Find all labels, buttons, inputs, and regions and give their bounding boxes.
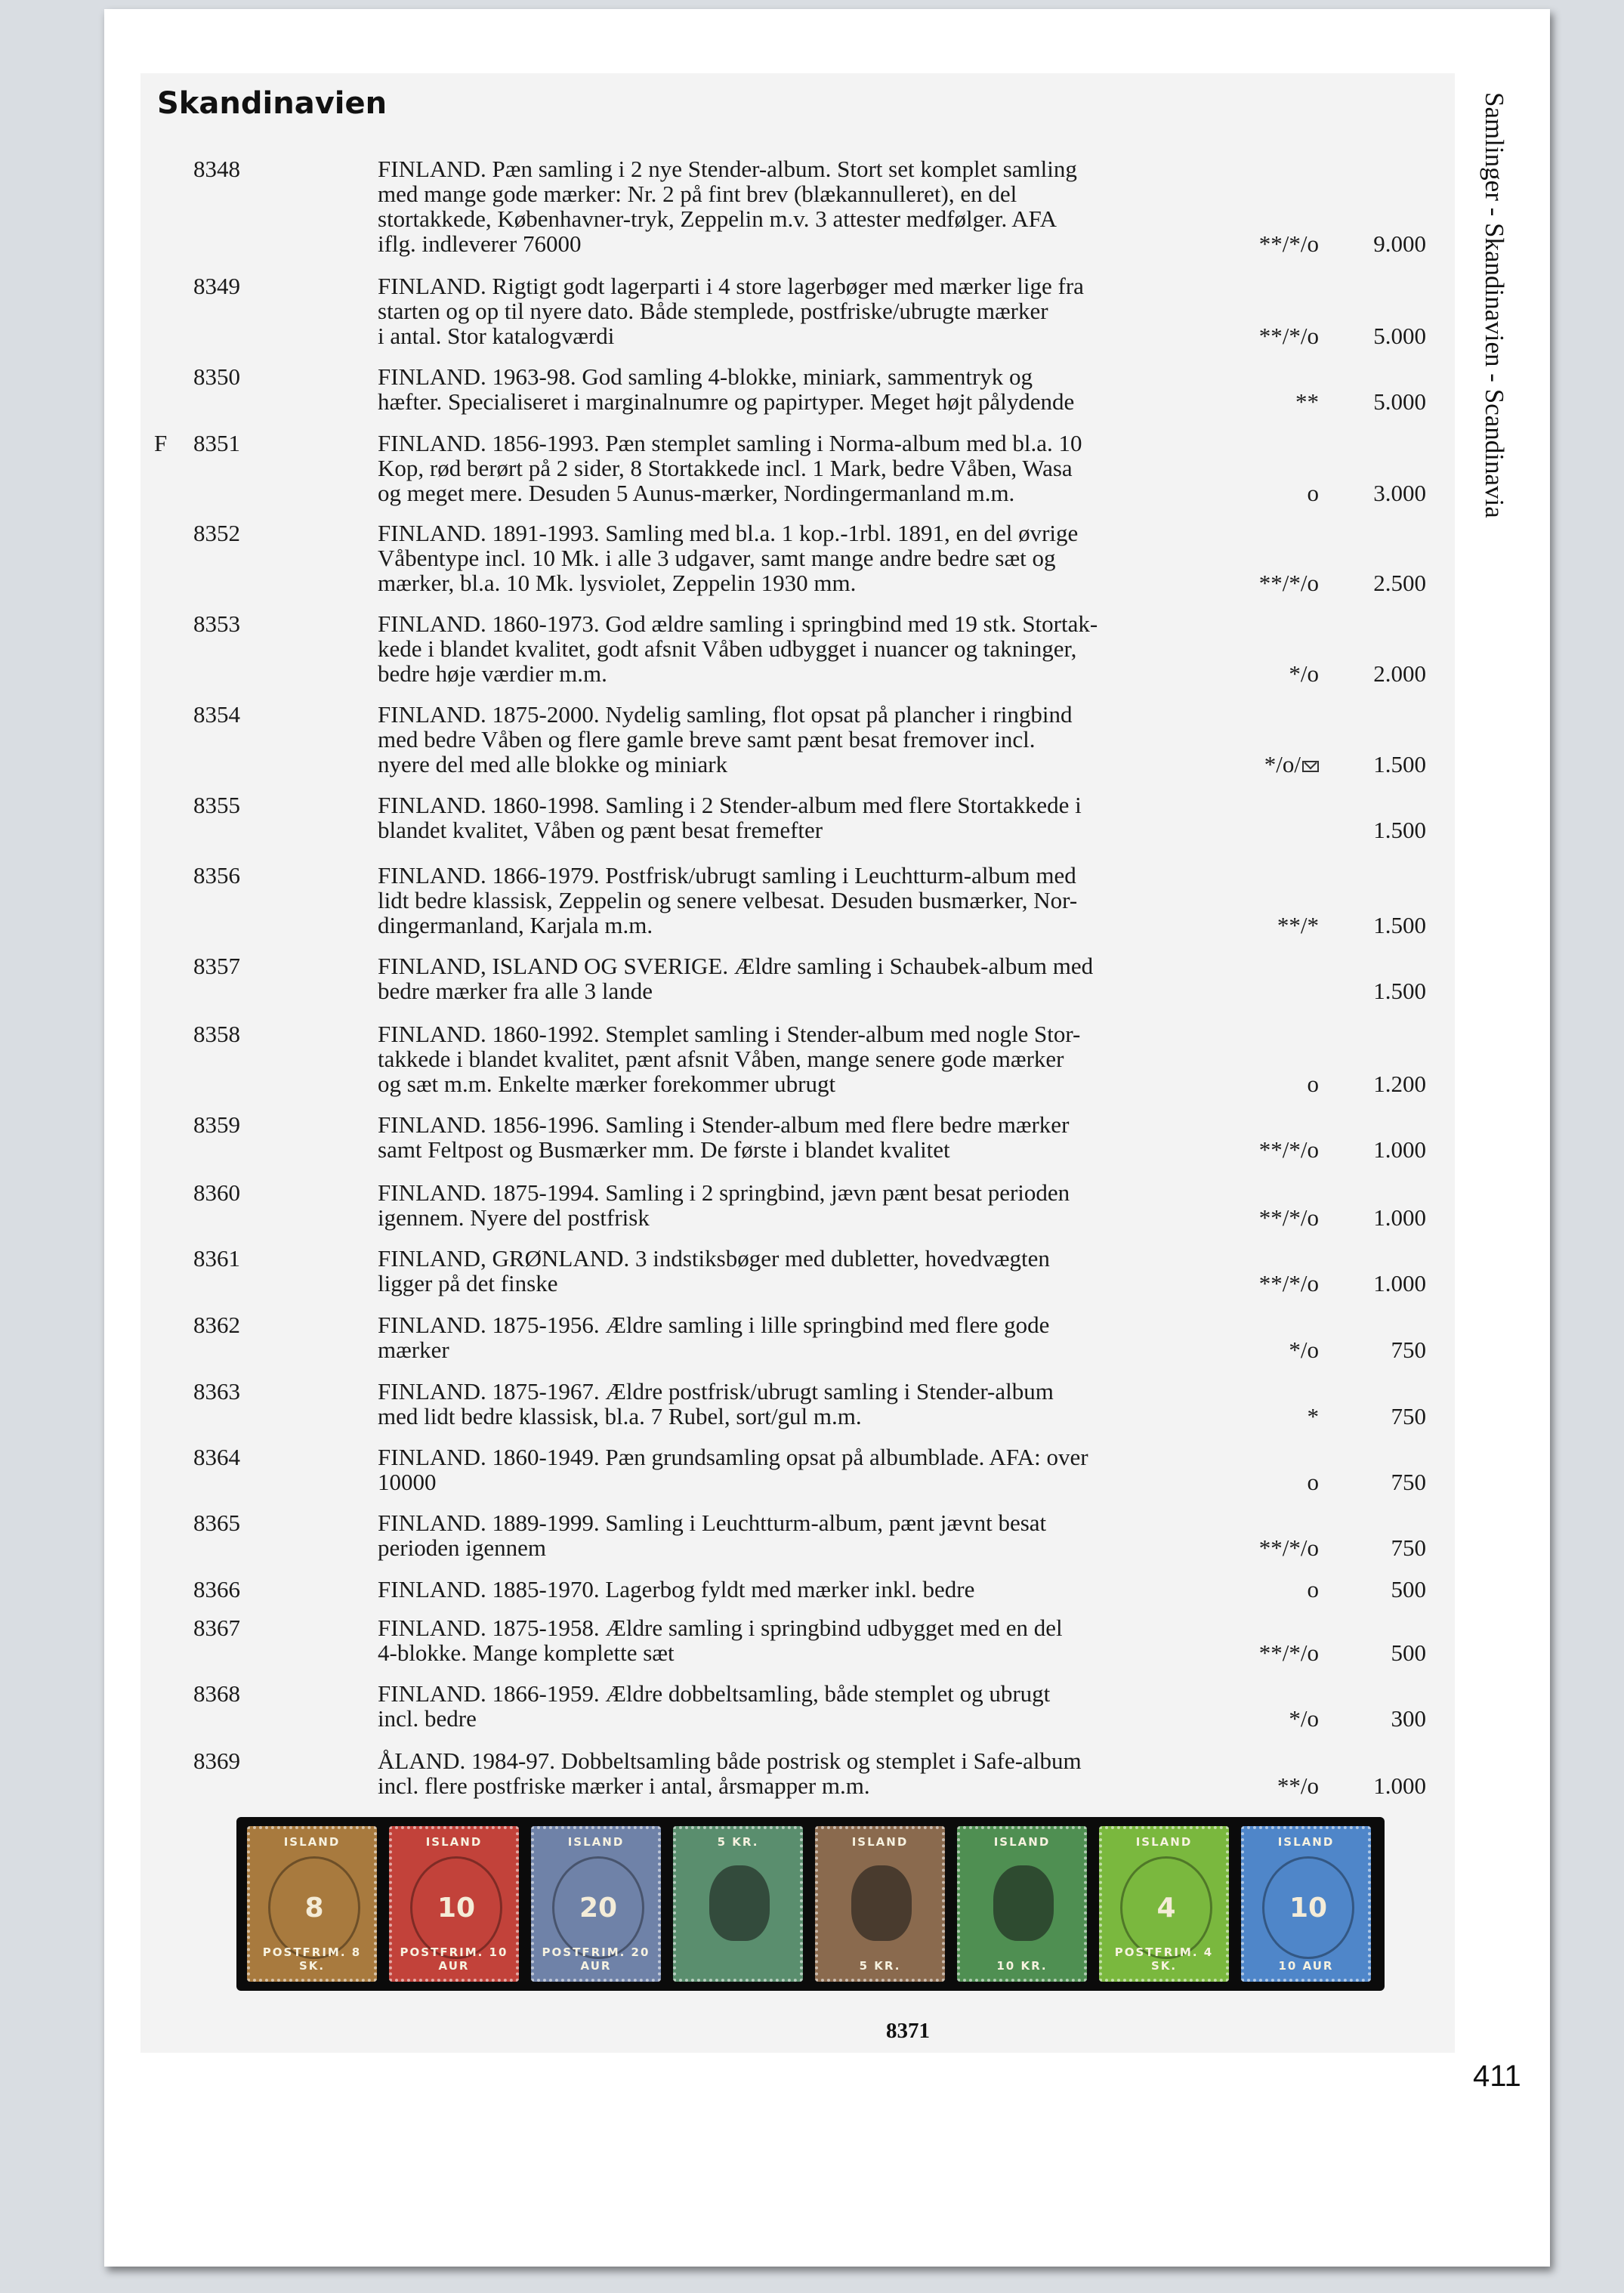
side-caption: Samlinger - Skandinavien - Scandinavia <box>1480 92 1509 518</box>
lot-description: FINLAND. 1860-1949. Pæn grundsamling opsat på albumblade. AFA: over 10000 <box>378 1444 1088 1495</box>
stamp-top-text: ISLAND <box>425 1835 483 1849</box>
lot-condition: **/*/o <box>1258 1639 1319 1666</box>
stamp-top-text: ISLAND <box>1135 1835 1193 1849</box>
lot-number: 8364 <box>193 1444 240 1470</box>
lot-condition: **/*/o <box>1258 570 1319 596</box>
lot-description: FINLAND. 1866-1979. Postfrisk/ubrugt samling i Leuchtturm-album med lidt bedre klassisk, Zeppelin og senere velbesat. Desuden busmærker, Nor- dingermanland, Karjala m.m. <box>378 862 1078 938</box>
stamp-value-oval: 10 <box>410 1856 502 1959</box>
lot-condition: **/*/o <box>1258 230 1319 257</box>
stamp-top-text: ISLAND <box>1277 1835 1335 1849</box>
lot-number: 8352 <box>193 520 240 546</box>
lot-condition: **/*/o <box>1258 1534 1319 1561</box>
stamp-image <box>247 1826 377 1982</box>
lot-number: 8360 <box>193 1179 240 1206</box>
lot-condition: */o <box>1289 1705 1319 1732</box>
lot-number: 8358 <box>193 1021 240 1047</box>
stamp-image <box>531 1826 661 1982</box>
lot-description: FINLAND. 1885-1970. Lagerbog fyldt med mærker inkl. bedre <box>378 1576 975 1602</box>
section-title: Skandinavien <box>157 86 387 121</box>
lot-condition: */o/ <box>1190 752 1319 777</box>
lot-description: FINLAND. 1860-1998. Samling i 2 Stender-album med flere Stortakkede i blandet kvalitet, Våben og pænt besat fremefter <box>378 792 1082 843</box>
stamp-value-oval: 10 <box>1262 1856 1354 1959</box>
lot-number: 8354 <box>193 701 240 728</box>
lot-description: FINLAND. 1875-1967. Ældre postfrisk/ubrugt samling i Stender-album med lidt bedre klassisk, bl.a. 7 Rubel, sort/gul m.m. <box>378 1378 1054 1429</box>
lot-price: 3.000 <box>1373 480 1426 506</box>
lot-number: 8366 <box>193 1576 240 1602</box>
lot-number: 8350 <box>193 363 240 390</box>
lot-description: FINLAND. 1860-1973. God ældre samling i springbind med 19 stk. Stortak- kede i blandet kvalitet, godt afsnit Våben udbygget i nuancer og takninger, bedre høje værdier m.m. <box>378 610 1098 687</box>
lot-price: 1.500 <box>1373 978 1426 1004</box>
lot-description: FINLAND. Pæn samling i 2 nye Stender-album. Stort set komplet samling med mange gode mærker: Nr. 2 på fint brev (blækannulleret), en del stortakkede, Københavner-tryk, Zeppelin m.v. 3 attester medfølger. AFA iflg. indleverer 76000 <box>378 156 1077 257</box>
lot-price: 9.000 <box>1373 230 1426 257</box>
lot-condition: o <box>1307 1071 1319 1097</box>
lot-description: FINLAND. 1889-1999. Samling i Leuchtturm-album, pænt jævnt besat perioden igennem <box>378 1510 1047 1561</box>
lot-description: FINLAND. 1856-1993. Pæn stemplet samling i Norma-album med bl.a. 10 Kop, rød berørt på 2 sider, 8 Stortakkede incl. 1 Mark, bedre Våben, Wasa og meget mere. Desuden 5 Aunus-mærker, Nordingermanland m.m. <box>378 430 1082 506</box>
lot-condition: **/*/o <box>1258 323 1319 349</box>
stamp-value-oval: 20 <box>552 1856 644 1959</box>
lot-description: FINLAND. 1875-1994. Samling i 2 springbind, jævn pænt besat perioden igennem. Nyere del postfrisk <box>378 1179 1070 1231</box>
lot-price: 300 <box>1391 1705 1426 1732</box>
stamp-top-text: ISLAND <box>283 1835 341 1849</box>
lot-number: 8353 <box>193 610 240 637</box>
lot-price: 750 <box>1391 1469 1426 1495</box>
lot-price: 1.200 <box>1373 1071 1426 1097</box>
lot-condition: **/* <box>1277 912 1319 938</box>
lot-number: 8369 <box>193 1748 240 1774</box>
lot-condition: */o <box>1289 1337 1319 1363</box>
lot-condition: * <box>1307 1403 1319 1429</box>
stamp-top-text: ISLAND <box>567 1835 625 1849</box>
lot-number: 8355 <box>193 792 240 818</box>
lot-price: 1.500 <box>1373 751 1426 777</box>
lot-price: 1.500 <box>1373 817 1426 843</box>
lot-description: FINLAND. 1875-1956. Ældre samling i lille springbind med flere gode mærker <box>378 1312 1050 1363</box>
stamp-image <box>673 1826 803 1982</box>
lot-description: FINLAND. 1875-2000. Nydelig samling, flot opsat på plancher i ringbind med bedre Våben og flere gamle breve samt pænt besat fremover incl. nyere del med alle blokke og miniark <box>378 701 1073 777</box>
lot-price: 750 <box>1391 1534 1426 1561</box>
lot-condition: o <box>1307 1469 1319 1495</box>
lot-number: 8362 <box>193 1312 240 1338</box>
lot-price: 5.000 <box>1373 323 1426 349</box>
stamp-image <box>815 1826 945 1982</box>
stamp-portrait <box>851 1865 912 1941</box>
lot-price: 5.000 <box>1373 388 1426 415</box>
lot-number: 8367 <box>193 1615 240 1641</box>
cover-envelope-icon <box>1302 761 1319 772</box>
lot-price: 1.500 <box>1373 912 1426 938</box>
lot-description: FINLAND. 1963-98. God samling 4-blokke, miniark, sammentryk og hæfter. Specialiseret i marginalnumre og papirtyper. Meget højt pålydende <box>378 363 1075 415</box>
stamp-value-oval: 8 <box>268 1856 360 1959</box>
lot-condition: **/o <box>1277 1772 1319 1799</box>
stamp-top-text: 5 KR. <box>717 1835 759 1849</box>
stamp-image <box>389 1826 519 1982</box>
lot-condition: */o <box>1289 660 1319 687</box>
lot-number: 8357 <box>193 953 240 979</box>
stamp-bottom-text: 10 AUR <box>1278 1959 1334 1973</box>
stamp-value-oval: 4 <box>1120 1856 1212 1959</box>
lot-flag: F <box>154 430 168 456</box>
lot-description: FINLAND, GRØNLAND. 3 indstiksbøger med dubletter, hovedvægten ligger på det finske <box>378 1245 1050 1296</box>
lot-price: 750 <box>1391 1403 1426 1429</box>
stamp-image-strip <box>236 1817 1385 1991</box>
stamp-bottom-text: POSTFRIM. 10 AUR <box>400 1945 508 1973</box>
stamp-top-text: ISLAND <box>851 1835 909 1849</box>
lot-price: 2.500 <box>1373 570 1426 596</box>
lot-price: 1.000 <box>1373 1136 1426 1163</box>
lot-number: 8349 <box>193 273 240 299</box>
stamp-portrait <box>993 1865 1054 1941</box>
lot-description: FINLAND. 1856-1996. Samling i Stender-album med flere bedre mærker samt Feltpost og Busmærker mm. De første i blandet kvalitet <box>378 1111 1070 1163</box>
lot-description: FINLAND. 1860-1992. Stemplet samling i Stender-album med nogle Stor- takkede i blandet kvalitet, pænt afsnit Våben, mange senere gode mærker og sæt m.m. Enkelte mærker forekommer ubrugt <box>378 1021 1081 1097</box>
lot-condition: **/*/o <box>1258 1136 1319 1163</box>
lot-number: 8368 <box>193 1680 240 1707</box>
lot-number: 8363 <box>193 1378 240 1405</box>
stamp-portrait <box>709 1865 770 1941</box>
lot-number: 8359 <box>193 1111 240 1138</box>
lot-description: FINLAND. Rigtigt godt lagerparti i 4 store lagerbøger med mærker lige fra starten og op til nyere dato. Både stemplede, postfriske/ubrugte mærker i antal. Stor katalogværdi <box>378 273 1084 349</box>
stamp-bottom-text: 10 KR. <box>996 1959 1048 1973</box>
stamp-bottom-text: POSTFRIM. 8 SK. <box>262 1945 362 1973</box>
lot-description: FINLAND, ISLAND OG SVERIGE. Ældre samling i Schaubek-album med bedre mærker fra alle 3 lande <box>378 953 1094 1004</box>
lot-description: FINLAND. 1866-1959. Ældre dobbeltsamling, både stemplet og ubrugt incl. bedre <box>378 1680 1051 1732</box>
strip-lot-number: 8371 <box>886 2019 930 2043</box>
stamp-bottom-text: POSTFRIM. 20 AUR <box>542 1945 650 1973</box>
lot-price: 500 <box>1391 1576 1426 1602</box>
stamp-image <box>1099 1826 1229 1982</box>
lot-number: 8365 <box>193 1510 240 1536</box>
lot-price: 750 <box>1391 1337 1426 1363</box>
catalog-page <box>104 9 1550 2267</box>
lot-condition: o <box>1307 480 1319 506</box>
lot-number: 8361 <box>193 1245 240 1272</box>
lot-number: 8356 <box>193 862 240 888</box>
stamp-bottom-text: 5 KR. <box>859 1959 901 1973</box>
lot-number: 8351 <box>193 430 240 456</box>
lot-price: 1.000 <box>1373 1204 1426 1231</box>
lot-condition: ** <box>1295 388 1319 415</box>
lot-price: 1.000 <box>1373 1772 1426 1799</box>
page-number: 411 <box>1473 2060 1521 2093</box>
lot-description: ÅLAND. 1984-97. Dobbeltsamling både postrisk og stemplet i Safe-album incl. flere postfriske mærker i antal, årsmapper m.m. <box>378 1748 1082 1799</box>
lot-price: 500 <box>1391 1639 1426 1666</box>
stamp-bottom-text: POSTFRIM. 4 SK. <box>1114 1945 1214 1973</box>
stamp-image <box>1241 1826 1371 1982</box>
stamp-image <box>957 1826 1087 1982</box>
stamp-top-text: ISLAND <box>993 1835 1051 1849</box>
lot-description: FINLAND. 1891-1993. Samling med bl.a. 1 kop.-1rbl. 1891, en del øvrige Våbentype incl. 10 Mk. i alle 3 udgaver, samt mange andre bedre sæt og mærker, bl.a. 10 Mk. lysviolet, Zeppelin 1930 mm. <box>378 520 1079 596</box>
lot-price: 2.000 <box>1373 660 1426 687</box>
lot-number: 8348 <box>193 156 240 182</box>
lot-description: FINLAND. 1875-1958. Ældre samling i springbind udbygget med en del 4-blokke. Mange komplette sæt <box>378 1615 1063 1666</box>
lot-condition: **/*/o <box>1258 1270 1319 1296</box>
lot-condition: o <box>1307 1576 1319 1602</box>
lot-price: 1.000 <box>1373 1270 1426 1296</box>
lot-condition: **/*/o <box>1258 1204 1319 1231</box>
